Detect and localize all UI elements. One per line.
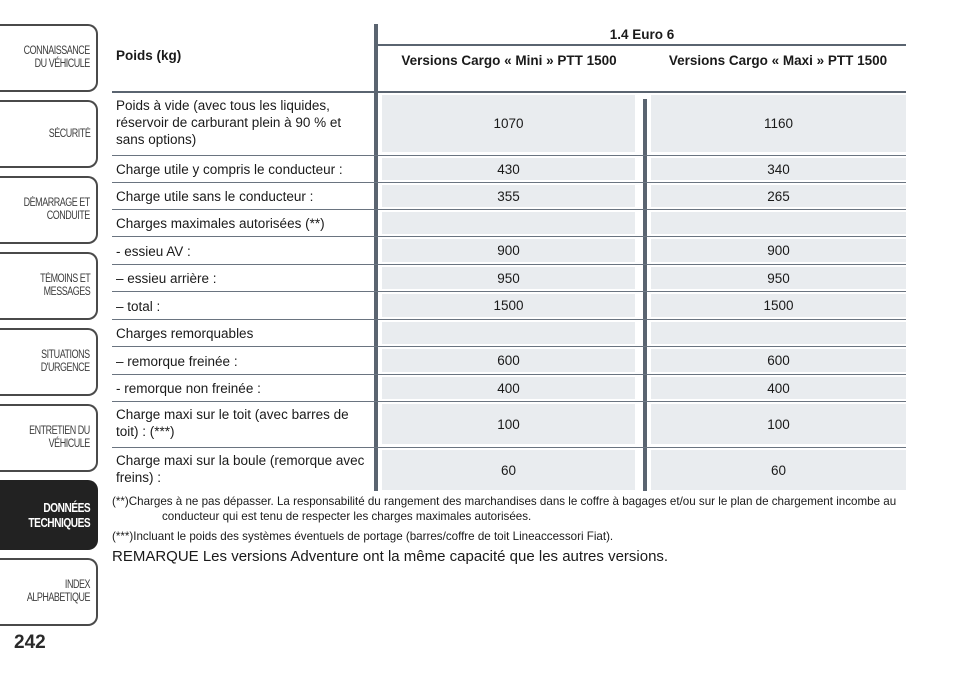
row-label: Charge utile y compris le conducteur : (116, 162, 343, 177)
value-mini: 1070 (382, 95, 635, 152)
tab-donnees-techniques[interactable] (0, 480, 98, 550)
tab-securite[interactable] (0, 100, 98, 168)
row-label: Charge maxi sur la boule (remorque avec freins) : (116, 453, 365, 485)
column-header-maxi: Versions Cargo « Maxi » PTT 1500 (668, 53, 888, 68)
row-label: Charge utile sans le conducteur : (116, 189, 314, 204)
engine-header: 1.4 Euro 6 (378, 24, 906, 46)
value-maxi: 340 (651, 158, 906, 180)
value-maxi: 265 (651, 185, 906, 207)
table-row (112, 265, 906, 292)
remark-text: REMARQUE Les versions Adventure ont la même capacité que les autres versions. (112, 548, 669, 565)
value-maxi: 600 (651, 349, 906, 372)
value-maxi (651, 322, 906, 344)
value-maxi: 60 (651, 450, 906, 490)
tab-label: CONNAISSANCE DU VÉHICULE (23, 45, 90, 70)
value-maxi: 400 (651, 377, 906, 399)
value-mini: 1500 (382, 294, 635, 317)
value-mini (382, 212, 635, 234)
table-row (112, 93, 906, 156)
tab-entretien-du-vehicule[interactable] (0, 404, 98, 472)
table-row (112, 320, 906, 347)
tab-label: SÉCURITÉ (48, 127, 90, 140)
value-maxi: 950 (651, 267, 906, 289)
value-mini: 430 (382, 158, 635, 180)
value-mini: 355 (382, 185, 635, 207)
value-mini: 400 (382, 377, 635, 399)
table-row (112, 375, 906, 402)
row-label: - remorque non freinée : (116, 381, 261, 396)
table-row (112, 448, 906, 491)
footnote-charges: (**)Charges à ne pas dépasser. La responsabilité du rangement des marchandises dans le coffre à bagages et/ou sur le plan de chargement incombe au conducteur qui est tenu de respecter les charges maximales autorisées. (112, 495, 897, 523)
value-mini: 900 (382, 239, 635, 262)
column-header-mini: Versions Cargo « Mini » PTT 1500 (401, 53, 617, 68)
tab-label: DÉMARRAGE ET CONDUITE (23, 197, 90, 222)
table-row (112, 210, 906, 237)
value-mini: 100 (382, 404, 635, 444)
table-row (112, 237, 906, 265)
row-label: Charge maxi sur le toit (avec barres de toit) : (***) (116, 407, 349, 439)
tab-label: SITUATIONS D'URGENCE (41, 349, 90, 374)
row-header: Poids (kg) (116, 48, 182, 63)
tab-situations-d-urgence[interactable] (0, 328, 98, 396)
page-number: 242 (14, 632, 46, 653)
tab-label: ENTRETIEN DU VÉHICULE (29, 425, 90, 450)
tab-temoins-et-messages[interactable] (0, 252, 98, 320)
row-label: – remorque freinée : (116, 354, 238, 369)
value-mini: 600 (382, 349, 635, 372)
value-mini (382, 322, 635, 344)
tab-label: TÉMOINS ET MESSAGES (39, 273, 90, 298)
table-row (112, 402, 906, 448)
value-mini: 60 (382, 450, 635, 490)
value-maxi: 100 (651, 404, 906, 444)
value-maxi: 900 (651, 239, 906, 262)
footnotes (112, 494, 902, 544)
row-label: - essieu AV : (116, 244, 191, 259)
table-row (112, 292, 906, 320)
value-maxi: 1500 (651, 294, 906, 317)
row-label: Charges remorquables (116, 326, 254, 341)
value-maxi (651, 212, 906, 234)
value-maxi: 1160 (651, 95, 906, 152)
tab-label: INDEX ALPHABETIQUE (26, 579, 90, 604)
table-row (112, 183, 906, 210)
row-label: Poids à vide (avec tous les liquides, réservoir de carburant plein à 90 % et sans options) (116, 98, 342, 147)
footnote-roof-load: (***)Incluant le poids des systèmes éventuels de portage (barres/coffre de toit Lineaccessori Fiat). (112, 530, 614, 543)
table-row (112, 156, 906, 183)
tab-index-alphabetique[interactable] (0, 558, 98, 626)
tab-connaissance-du-vehicule[interactable] (0, 24, 98, 92)
row-label: Charges maximales autorisées (**) (116, 216, 325, 231)
tab-label: DONNÉES TECHNIQUES (28, 500, 90, 530)
value-mini: 950 (382, 267, 635, 289)
table-row (112, 347, 906, 375)
row-label: – total : (116, 299, 161, 314)
row-label: – essieu arrière : (116, 271, 217, 286)
tab-demarrage-et-conduite[interactable] (0, 176, 98, 244)
